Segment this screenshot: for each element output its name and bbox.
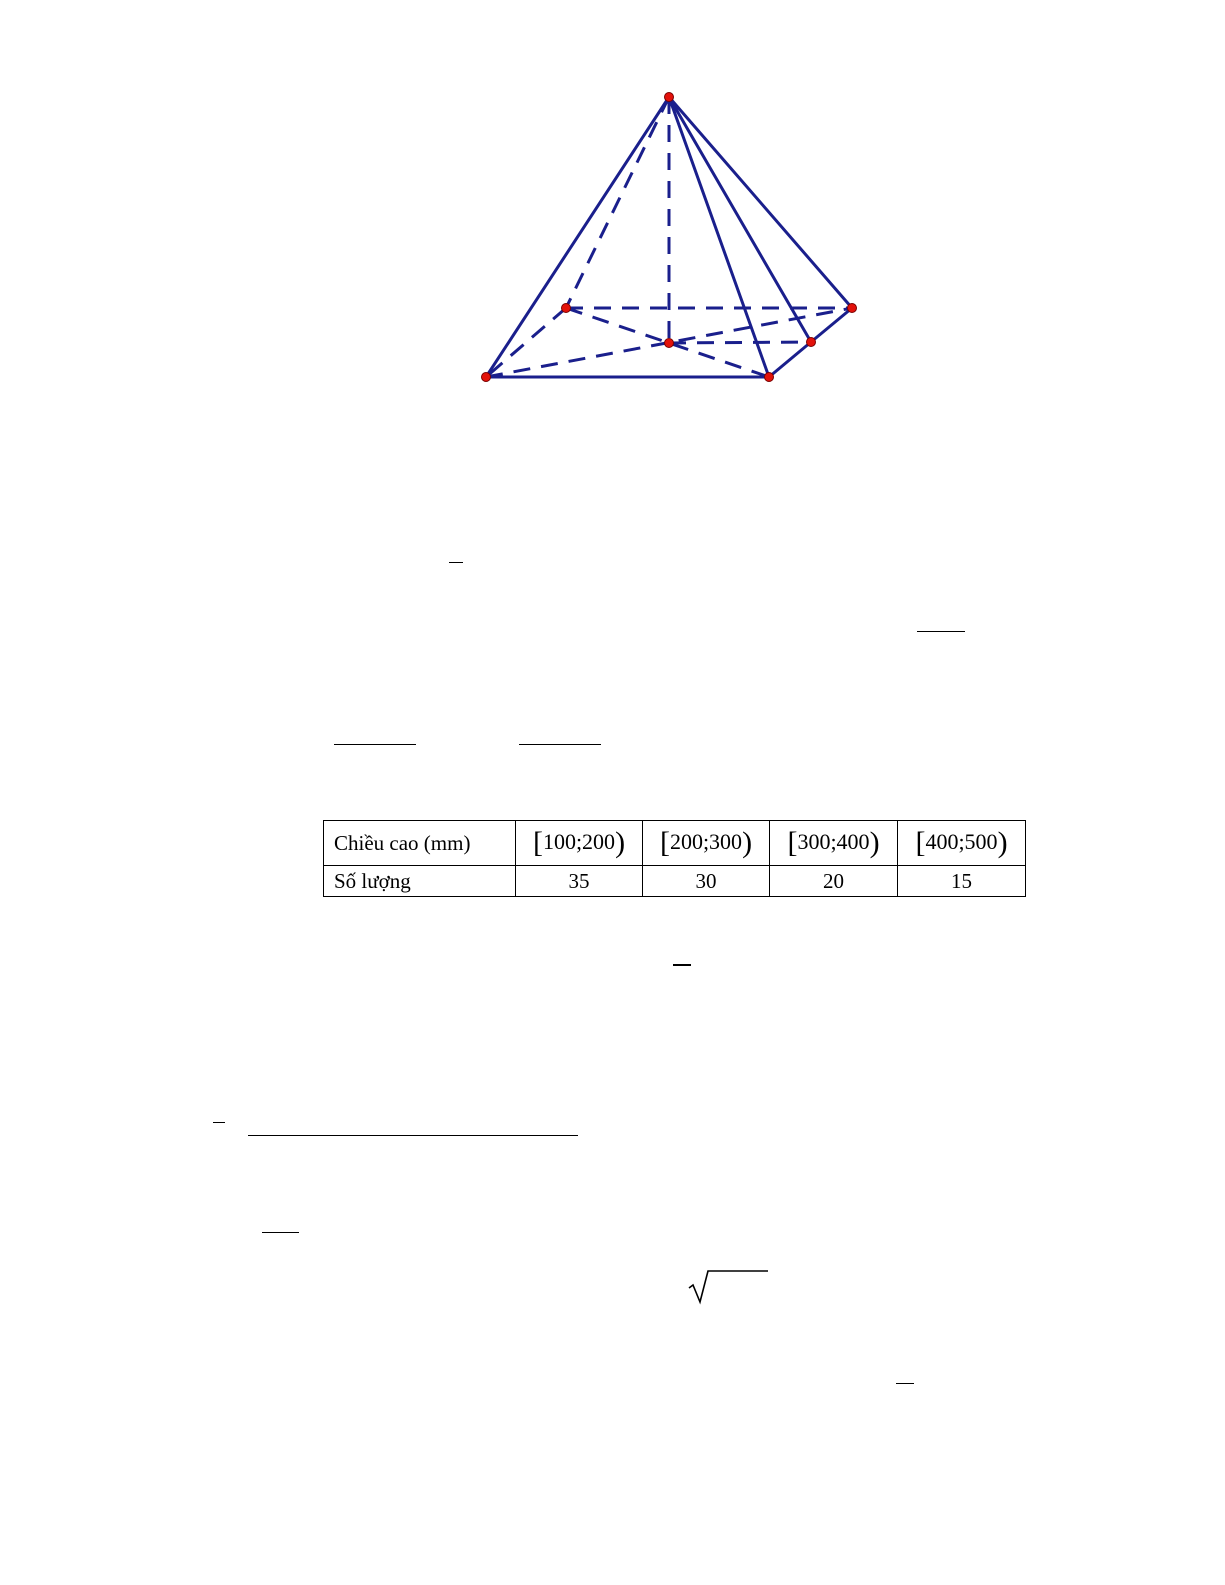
count-cell: 15 (898, 866, 1026, 897)
count-cell: 35 (516, 866, 643, 897)
interval-cell: [200;300) (643, 821, 770, 866)
fraction-bar (673, 964, 691, 966)
edge-apex-side-point (669, 97, 811, 342)
vertex-back-left (562, 304, 571, 313)
hidden-edge-center-side (669, 342, 811, 343)
fraction-bar (334, 744, 416, 745)
table-row (324, 821, 1026, 866)
count-label: Số lượng (324, 866, 516, 897)
pyramid-figure (0, 0, 1225, 420)
count-cell: 30 (643, 866, 770, 897)
fraction-bar (449, 562, 463, 563)
vertex-center (665, 339, 674, 348)
vertex-apex (665, 93, 674, 102)
fraction-bar (519, 744, 601, 745)
vertex-side-point (807, 338, 816, 347)
table-row (324, 866, 1026, 897)
edge-apex-back-right (669, 97, 852, 308)
fraction-bar (262, 1232, 299, 1233)
hidden-edge-apex-back-left (566, 97, 669, 308)
edge-apex-front-left (486, 97, 669, 377)
fraction-bar (896, 1383, 914, 1384)
interval-cell: [400;500) (898, 821, 1026, 866)
fraction-bar (213, 1122, 225, 1123)
vertex-front-right (765, 373, 774, 382)
header-label-height: Chiều cao (mm) (324, 821, 516, 866)
square-root-sign (688, 1269, 770, 1305)
count-cell: 20 (770, 866, 898, 897)
fraction-bar (248, 1135, 578, 1136)
fraction-bar (917, 631, 965, 632)
vertex-back-right (848, 304, 857, 313)
edge-apex-front-right (669, 97, 769, 377)
frequency-table (323, 820, 1026, 897)
interval-cell: [100;200) (516, 821, 643, 866)
edge-base-front-right-to-side (769, 342, 811, 377)
interval-cell: [300;400) (770, 821, 898, 866)
vertex-front-left (482, 373, 491, 382)
